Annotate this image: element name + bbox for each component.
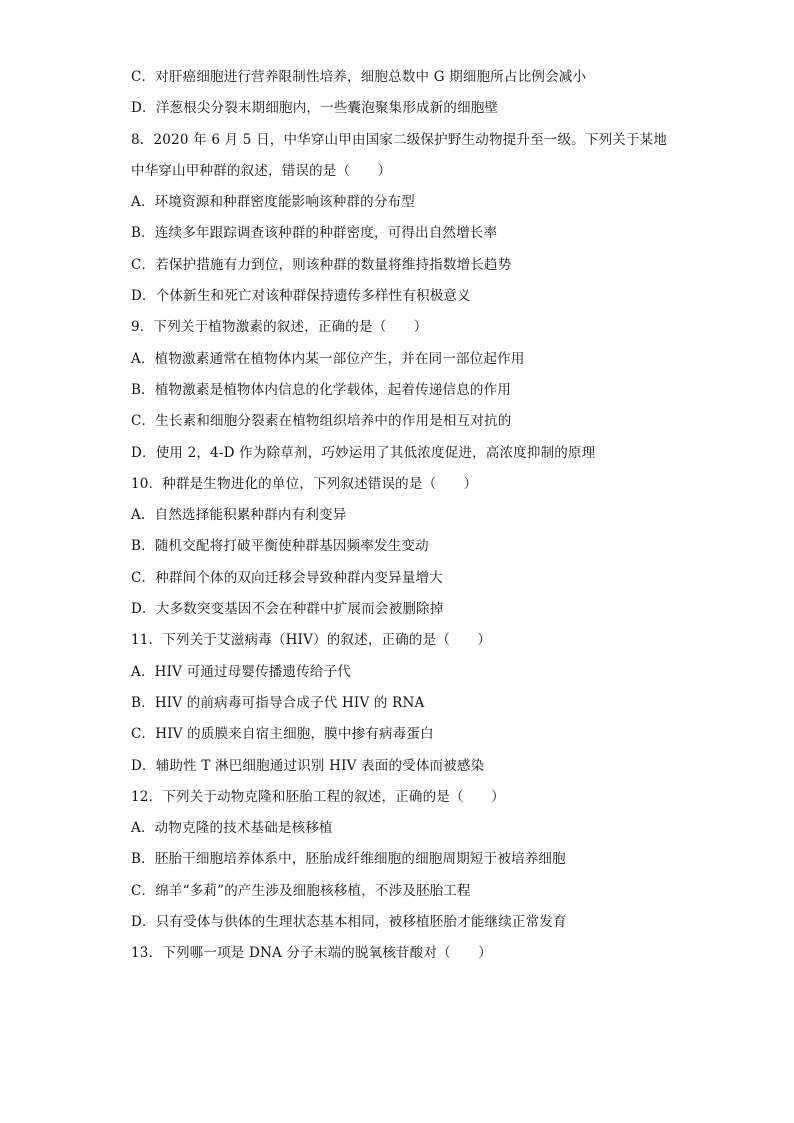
- option-line: A．环境资源和种群密度能影响该种群的分布型: [131, 194, 415, 211]
- option-line: C．生长素和细胞分裂素在植物组织培养中的作用是相互对抗的: [131, 413, 512, 430]
- option-line: D．大多数突变基因不会在种群中扩展而会被删除掉: [131, 601, 444, 618]
- option-line: A．自然选择能积累种群内有利变异: [131, 507, 347, 524]
- question-stem: 10．种群是生物进化的单位，下列叙述错误的是（ ）: [131, 475, 478, 492]
- option-line: D．洋葱根尖分裂末期细胞内，一些囊泡聚集形成新的细胞壁: [131, 100, 499, 117]
- option-line: A．HIV 可通过母婴传播遗传给子代: [131, 663, 351, 680]
- option-line: D．只有受体与供体的生理状态基本相同，被移植胚胎才能继续正常发育: [131, 914, 567, 931]
- option-line: D．个体新生和死亡对该种群保持遗传多样性有积极意义: [131, 288, 471, 305]
- question-stem: 中华穿山甲种群的叙述，错误的是（ ）: [131, 162, 392, 179]
- question-stem: 13．下列哪一项是 DNA 分子末端的脱氧核苷酸对（ ）: [131, 945, 492, 962]
- option-line: C．若保护措施有力到位，则该种群的数量将维持指数增长趋势: [131, 256, 512, 273]
- option-line: C．绵羊“多莉”的产生涉及细胞核移植，不涉及胚胎工程: [131, 882, 471, 899]
- option-line: D．使用 2，4-D 作为除草剂，巧妙运用了其低浓度促进，高浓度抑制的原理: [131, 444, 596, 461]
- option-line: C．种群间个体的双向迁移会导致种群内变异量增大: [131, 569, 443, 586]
- question-text: [131, 62, 691, 970]
- option-line: C．对肝癌细胞进行营养限制性培养，细胞总数中 G 期细胞所占比例会减小: [131, 69, 587, 85]
- option-line: B．HIV 的前病毒可指导合成子代 HIV 的 RNA: [131, 694, 425, 711]
- question-stem: 12．下列关于动物克隆和胚胎工程的叙述，正确的是（ ）: [131, 788, 505, 805]
- option-line: B．随机交配将打破平衡使种群基因频率发生变动: [131, 538, 429, 555]
- option-line: A．植物激素通常在植物体内某一部位产生，并在同一部位起作用: [131, 350, 525, 367]
- option-line: B．胚胎干细胞培养体系中，胚胎成纤维细胞的细胞周期短于被培养细胞: [131, 851, 566, 868]
- option-line: B．连续多年跟踪调查该种群的种群密度，可得出自然增长率: [131, 225, 498, 242]
- option-line: B．植物激素是植物体内信息的化学载体，起着传递信息的作用: [131, 381, 512, 398]
- option-line: A．动物克隆的技术基础是核移植: [131, 820, 333, 837]
- option-line: C．HIV 的质膜来自宿主细胞，膜中掺有病毒蛋白: [131, 726, 434, 743]
- option-line: D．辅助性 T 淋巴细胞通过识别 HIV 表面的受体而被感染: [131, 757, 485, 774]
- question-stem: 11．下列关于艾滋病毒（HIV）的叙述，正确的是（ ）: [131, 632, 492, 649]
- question-stem: 8．2020 年 6 月 5 日，中华穿山甲由国家二级保护野生动物提升至一级。下列关于某地: [131, 131, 668, 148]
- question-stem: 9．下列关于植物激素的叙述，正确的是（ ）: [131, 319, 428, 336]
